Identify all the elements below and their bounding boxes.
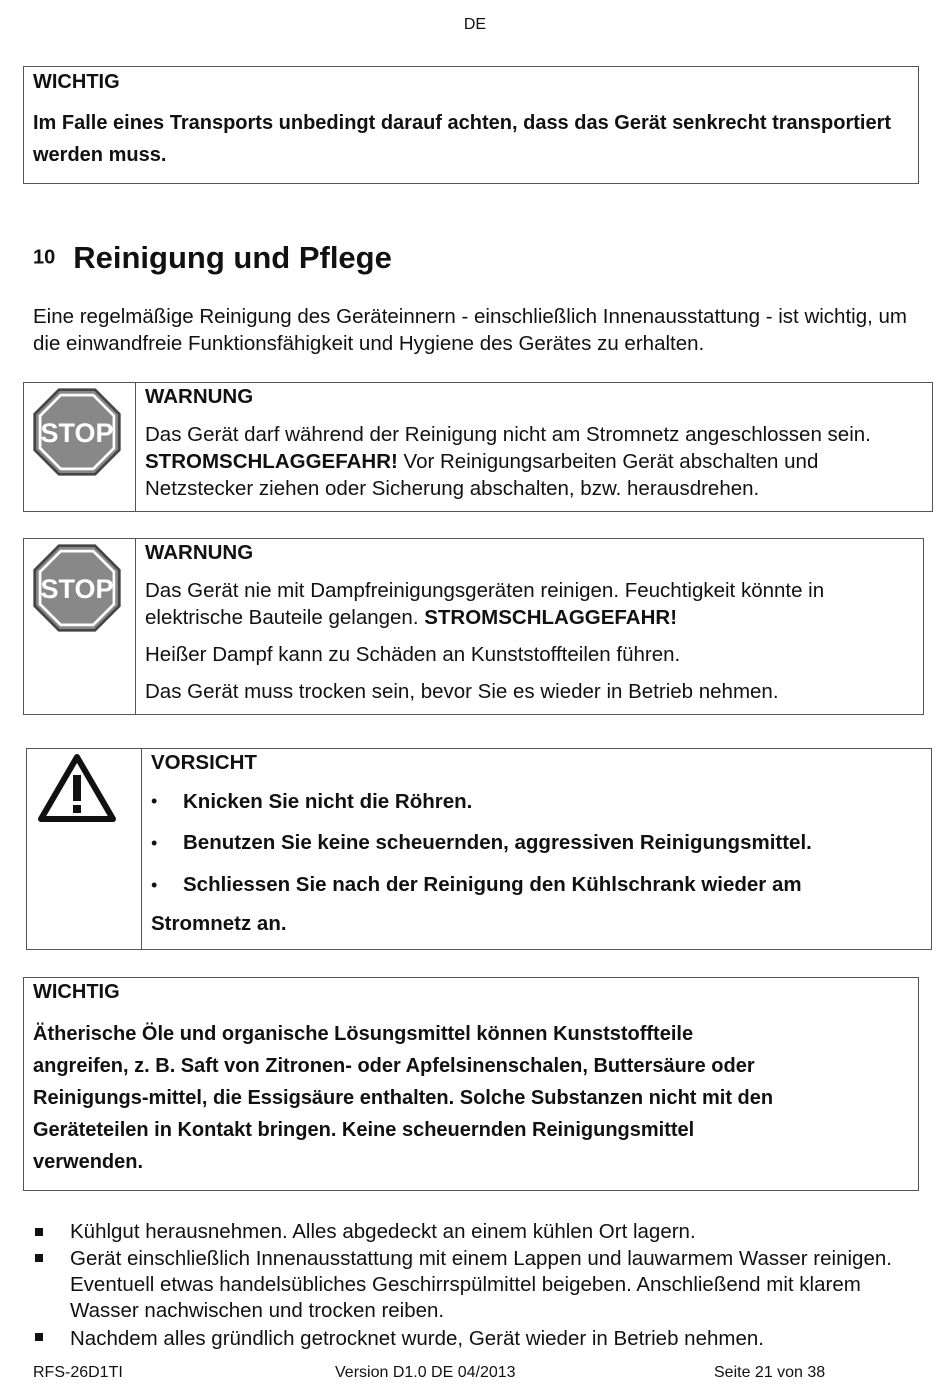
important-label: WICHTIG [33, 981, 120, 1003]
warning-icon-cell [24, 383, 136, 511]
caution-box [26, 748, 932, 950]
list-item: Gerät einschließlich Innenausstattung mit einem Lappen und lauwarmem Wasser reinigen. Eventuell etwas handelsübliches Geschirrspülmittel beigeben. Anschließend mit klarem Wasser nachwischen und trocken reiben. [70, 1247, 892, 1322]
footer-model: RFS-26D1TI [33, 1364, 123, 1381]
section-number: 10 [33, 246, 56, 269]
important-line: Ätherische Öle und organische Lösungsmittel können Kunststoffteile [33, 1023, 694, 1045]
section-heading [33, 240, 392, 276]
footer-version: Version D1.0 DE 04/2013 [335, 1364, 516, 1381]
important-line: verwenden. [33, 1151, 144, 1173]
section-intro: Eine regelmäßige Reinigung des Geräteinnern - einschließlich Innenausstattung - ist wichtig, um die einwandfreie Funktionsfähigkeit und Hygiene des Gerätes zu erhalten. [33, 305, 907, 355]
section-title: Reinigung und Pflege [73, 240, 392, 275]
footer-page: Seite 21 von 38 [714, 1364, 826, 1381]
warning-line-steam: Heißer Dampf kann zu Schäden an Kunststoffteilen führen. [145, 643, 681, 666]
warning-text: Das Gerät darf während der Reinigung nicht am Stromnetz angeschlossen sein. STROMSCHLAGGEFAHR! Vor Reinigungsarbeiten Gerät abschalten und Netzstecker ziehen oder Sicherung abschalten, bzw. herausdrehen. [145, 423, 871, 500]
important-line: angreifen, z. B. Saft von Zitronen- oder Apfelsinenschalen, Buttersäure oder [33, 1055, 755, 1077]
important-line: Geräteteilen in Kontakt bringen. Keine scheuernden Reinigungsmittel [33, 1119, 695, 1141]
list-bullet-square [35, 1333, 43, 1341]
bullet-dot: • [151, 791, 158, 811]
important-text: Im Falle eines Transports unbedingt darauf achten, dass das Gerät senkrecht transportiert werden muss. [33, 112, 892, 166]
language-marker: DE [463, 16, 487, 33]
list-bullet-square [35, 1228, 43, 1236]
warning-icon-cell [24, 539, 136, 714]
caution-bullet: Schliessen Sie nach der Reinigung den Kühlschrank wieder am [183, 873, 802, 896]
caution-label: VORSICHT [151, 751, 257, 774]
warning-triangle-icon [37, 753, 117, 823]
important-line: Reinigungs-mittel, die Essigsäure enthalten. Solche Substanzen nicht mit den [33, 1087, 774, 1109]
stop-sign-label: STOP [40, 573, 114, 604]
important-box-solvents [23, 977, 919, 1191]
important-label: WICHTIG [33, 71, 120, 93]
stop-sign-icon [32, 543, 122, 633]
caution-bullet-continuation: Stromnetz an. [151, 912, 287, 935]
list-item: Kühlgut herausnehmen. Alles abgedeckt an einem kühlen Ort lagern. [70, 1220, 696, 1243]
bullet-dot: • [151, 875, 158, 895]
bullet-dot: • [151, 833, 158, 853]
stop-sign-label: STOP [40, 417, 114, 448]
warning-line-dry: Das Gerät muss trocken sein, bevor Sie es wieder in Betrieb nehmen. [145, 680, 779, 703]
warning-box-steam [23, 538, 924, 715]
list-item: Nachdem alles gründlich getrocknet wurde, Gerät wieder in Betrieb nehmen. [70, 1327, 764, 1350]
warning-box-power [23, 382, 933, 512]
stop-sign-icon [32, 387, 122, 477]
important-box-transport [23, 66, 919, 184]
warning-label: WARNUNG [145, 385, 254, 408]
caution-icon-cell [27, 749, 142, 949]
warning-text: Das Gerät nie mit Dampfreinigungsgeräten reinigen. Feuchtigkeit könnte in elektrische Bauteile gelangen. STROMSCHLAGGEFAHR! [145, 579, 825, 629]
list-bullet-square [35, 1254, 43, 1262]
caution-bullet: Knicken Sie nicht die Röhren. [183, 790, 473, 813]
warning-label: WARNUNG [145, 541, 254, 564]
caution-bullet: Benutzen Sie keine scheuernden, aggressiven Reinigungsmittel. [183, 831, 812, 854]
